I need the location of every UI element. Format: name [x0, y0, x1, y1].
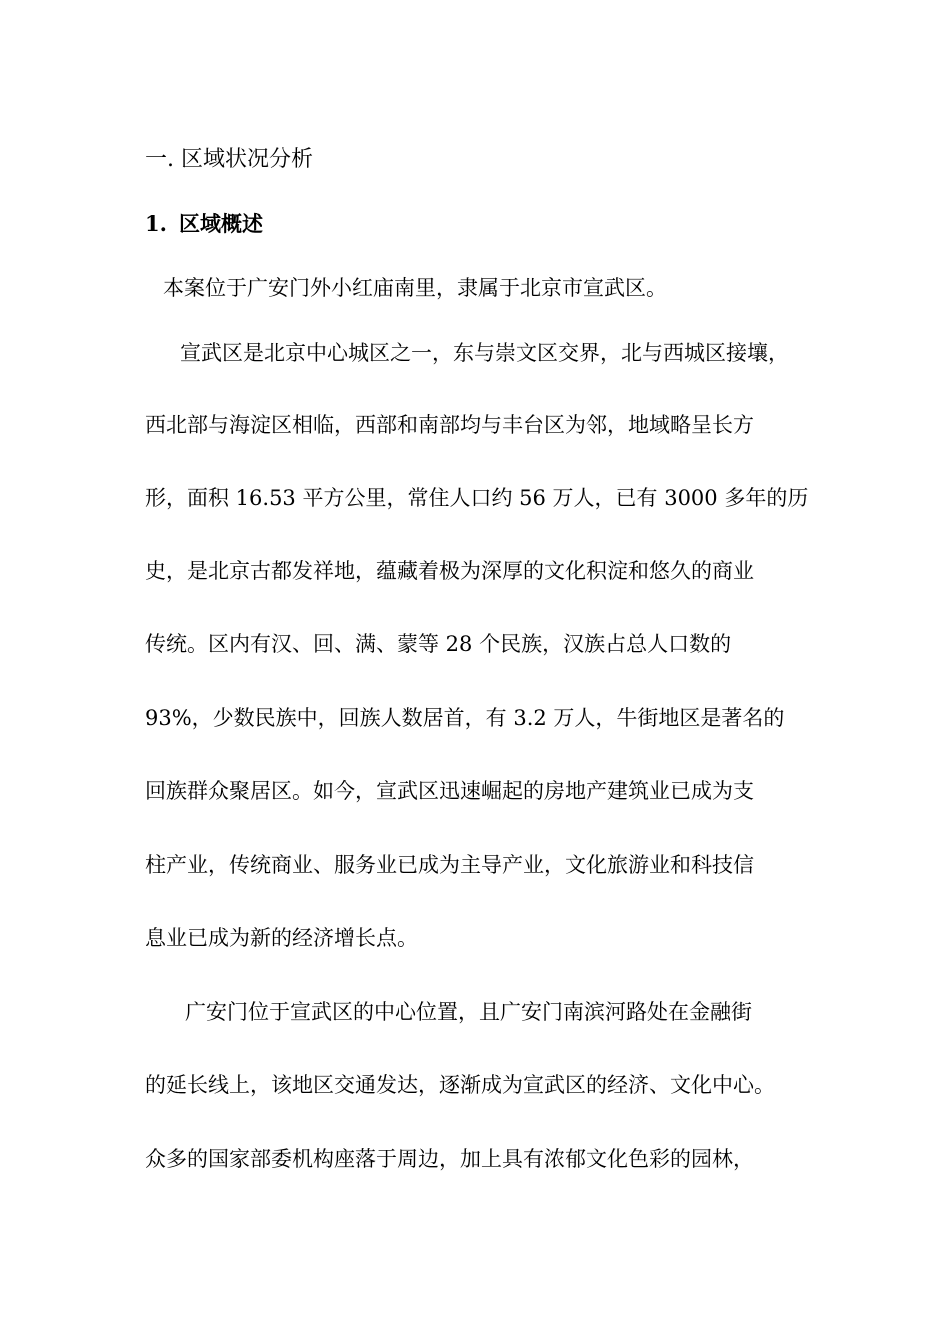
subsection-number: 1.	[145, 211, 167, 236]
paragraph-line: 传统。区内有汉、回、满、蒙等 28 个民族，汉族占总人口数的	[145, 632, 732, 656]
paragraph-line: 本案位于广安门外小红庙南里，隶属于北京市宣武区。	[163, 276, 667, 300]
paragraph-line: 柱产业，传统商业、服务业已成为主导产业，文化旅游业和科技信	[145, 853, 754, 877]
paragraph-line: 的延长线上，该地区交通发达，逐渐成为宣武区的经济、文化中心。	[145, 1073, 775, 1097]
paragraph-line: 形，面积 16.53 平方公里，常住人口约 56 万人，已有 3000 多年的历	[145, 486, 809, 510]
paragraph-line: 史，是北京古都发祥地，蕴藏着极为深厚的文化积淀和悠久的商业	[145, 559, 754, 583]
section-title: 一. 区域状况分析	[145, 147, 313, 172]
paragraph-line: 宣武区是北京中心城区之一，东与崇文区交界，北与西城区接壤，	[180, 341, 789, 365]
paragraph-line: 回族群众聚居区。如今，宣武区迅速崛起的房地产建筑业已成为支	[145, 779, 754, 803]
paragraph-line: 西北部与海淀区相临，西部和南部均与丰台区为邻，地域略呈长方	[145, 413, 754, 437]
subsection-title: 区域概述	[179, 211, 263, 236]
paragraph-line: 广安门位于宣武区的中心位置，且广安门南滨河路处在金融街	[185, 1000, 752, 1024]
paragraph-line: 93%，少数民族中，回族人数居首，有 3.2 万人，牛街地区是著名的	[145, 706, 785, 730]
paragraph-line: 息业已成为新的经济增长点。	[145, 926, 418, 950]
subsection-heading	[145, 208, 263, 240]
paragraph-line: 众多的国家部委机构座落于周边，加上具有浓郁文化色彩的园林，	[145, 1147, 754, 1171]
